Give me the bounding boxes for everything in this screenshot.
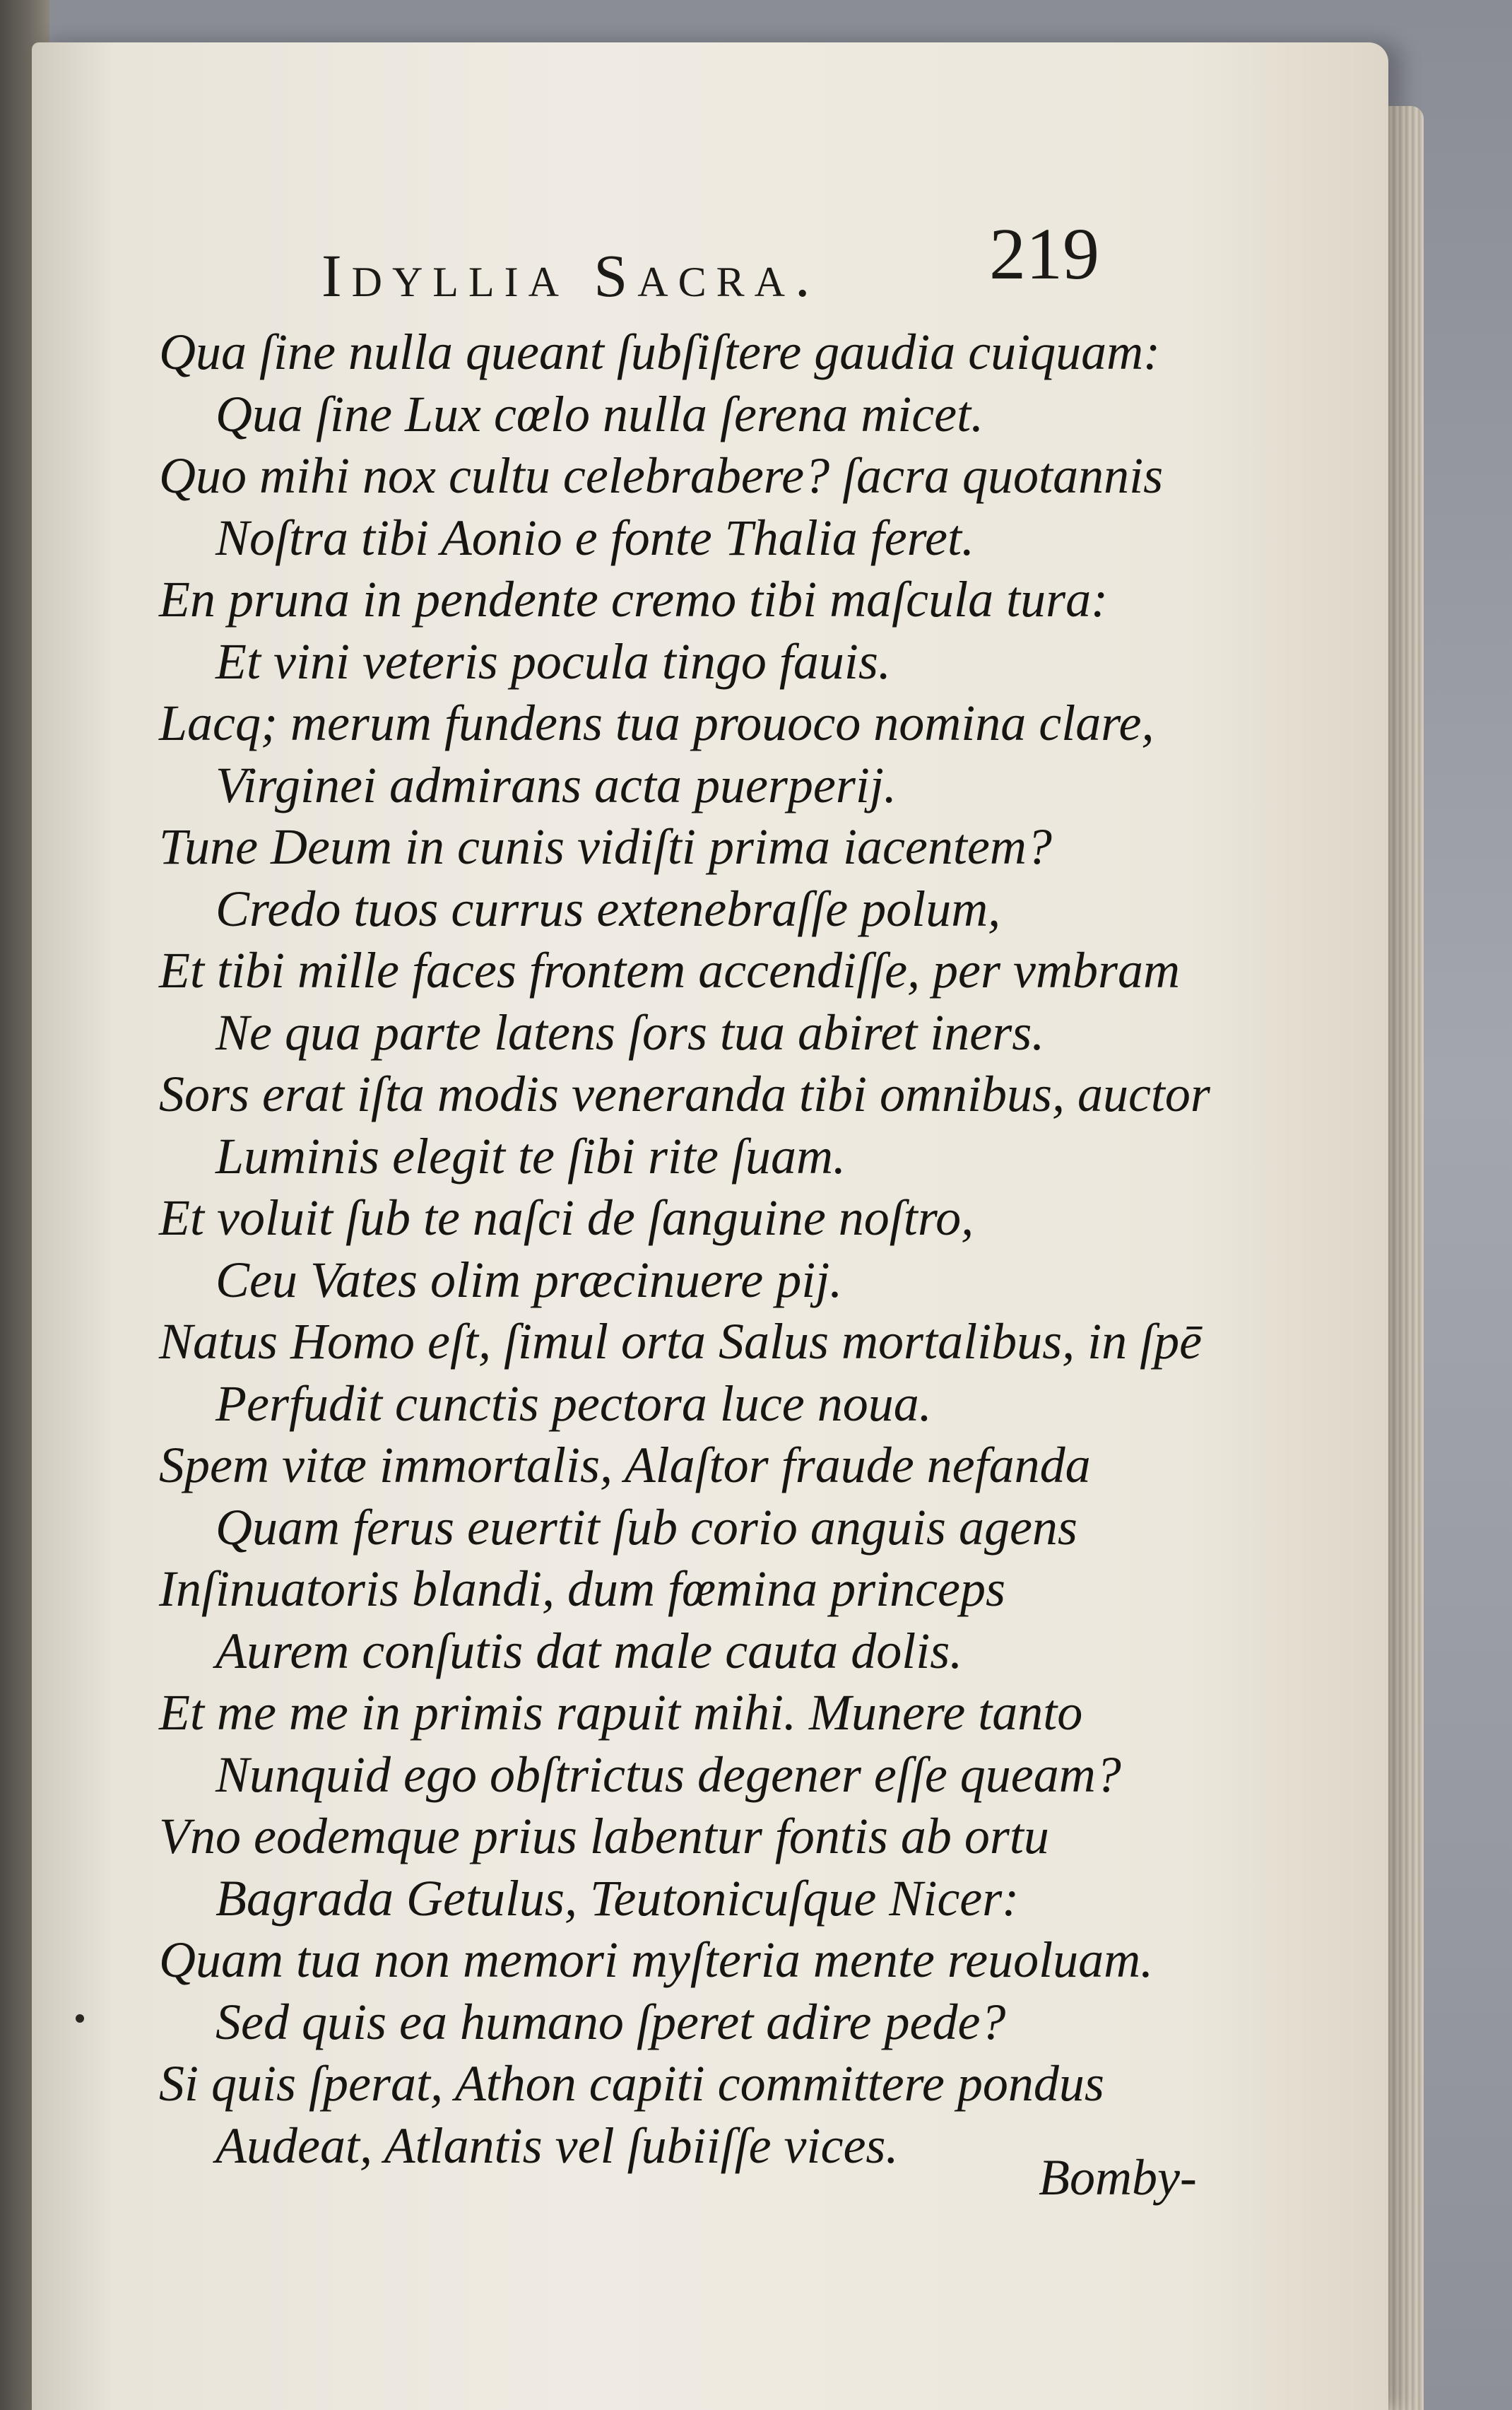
verse-line: Bagrada Getulus, Teutonicuſque Nicer: — [215, 1869, 1020, 1927]
verse-line: Spem vitæ immortalis, Alaſtor fraude nefanda — [159, 1437, 1091, 1493]
verse-line: Credo tuos currus extenebraſſe polum, — [215, 880, 1001, 937]
verse-line: Quam ferus euertit ſub corio anguis agens — [215, 1498, 1077, 1556]
verse-line: Virginei admirans acta puerperij. — [215, 756, 897, 813]
verse-line: Vno eodemque prius labentur fontis ab ortu — [159, 1808, 1049, 1864]
verse-line: Aurem conſutis dat male cauta dolis. — [215, 1622, 963, 1679]
verse-line: Et vini veteris pocula tingo fauis. — [215, 633, 891, 690]
verse-line: Ne qua parte latens ſors tua abiret iners. — [215, 1004, 1045, 1061]
verse-line: Inſinuatoris blandi, dum fœmina princeps — [159, 1560, 1006, 1617]
verse-line: Noſtra tibi Aonio e fonte Thalia feret. — [215, 509, 974, 566]
verse-line: Nunquid ego obſtrictus degener eſſe queam? — [215, 1746, 1121, 1803]
verse-line: Qua ſine Lux cœlo nulla ſerena micet. — [215, 385, 984, 442]
verse-line: Perfudit cunctis pectora luce noua. — [215, 1375, 932, 1432]
catchword: Bomby- — [1039, 2149, 1197, 2206]
verse-line: Quam tua non memori myſteria mente reuoluam. — [159, 1932, 1154, 1988]
verse-line: Si quis ſperat, Athon capiti committere pondus — [159, 2055, 1104, 2112]
verse-text — [159, 322, 1254, 2177]
verse-line: En pruna in pendente cremo tibi maſcula tura: — [159, 571, 1109, 628]
page-number: 219 — [989, 213, 1099, 295]
verse-line: Et me me in primis rapuit mihi. Munere tanto — [159, 1684, 1083, 1741]
verse-line: Tune Deum in cunis vidiſti prima iacentem? — [159, 818, 1052, 875]
verse-line: Et tibi mille faces frontem accendiſſe, per vmbram — [159, 942, 1180, 999]
verse-line: Qua ſine nulla queant ſubſiſtere gaudia cuiquam: — [159, 324, 1161, 380]
verse-line: Ceu Vates olim præcinuere pij. — [215, 1251, 843, 1308]
book-page — [32, 42, 1388, 2410]
verse-line: Quo mihi nox cultu celebrabere? ſacra quotannis — [159, 447, 1164, 504]
verse-line: Luminis elegit te ſibi rite ſuam. — [215, 1127, 846, 1185]
running-head: Idyllia Sacra. — [321, 242, 820, 310]
verse-line: Lacq; merum fundens tua prouoco nomina clare, — [159, 695, 1154, 751]
verse-line: Audeat, Atlantis vel ſubiiſſe vices. — [215, 2117, 899, 2174]
page-header — [32, 191, 1388, 310]
verse-line: Et voluit ſub te naſci de ſanguine noſtro, — [159, 1189, 974, 1246]
verse-line: Natus Homo eſt, ſimul orta Salus mortalibus, in ſpē — [159, 1313, 1203, 1370]
ink-dot — [76, 2014, 84, 2023]
verse-line: Sed quis ea humano ſperet adire pede? — [215, 1993, 1006, 2050]
verse-line: Sors erat iſta modis veneranda tibi omnibus, auctor — [159, 1066, 1210, 1122]
